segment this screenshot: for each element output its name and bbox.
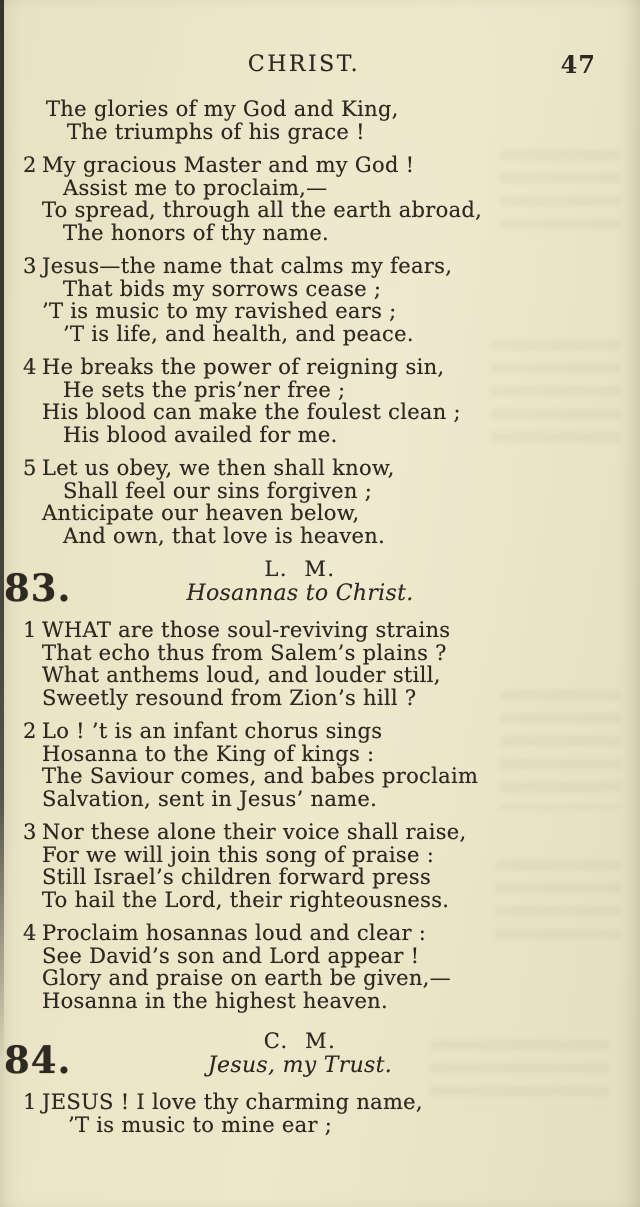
hymn-title: Hosannas to Christ.: [186, 581, 414, 606]
stanza-line: That bids my sorrows cease ;: [63, 276, 382, 301]
hymn-title: Jesus, my Trust.: [207, 1053, 393, 1078]
stanza-line: ’T is life, and health, and peace.: [63, 321, 414, 346]
stanza-number: 2: [23, 719, 37, 743]
stanza: [0, 821, 640, 911]
stanza-line: Nor these alone their voice shall raise,: [42, 820, 467, 844]
hymn-meter: L. M.: [264, 557, 336, 581]
stanza-line: Jesus—the name that calms my fears,: [42, 254, 453, 278]
stanza-line: His blood can make the foulest clean ;: [42, 400, 461, 424]
stanza-number: 2: [23, 153, 37, 177]
stanza: [0, 356, 640, 446]
stanza-line: For we will join this song of praise :: [42, 842, 435, 867]
stanza-line: To hail the Lord, their righteousness.: [42, 887, 450, 912]
hymn-number: 83.: [4, 566, 72, 610]
stanza-line: And own, that love is heaven.: [63, 523, 386, 548]
stanza-line: Hosanna in the highest heaven.: [42, 988, 388, 1013]
stanza-line: The Saviour comes, and babes proclaim: [42, 764, 479, 788]
stanza-line: He sets the pris’ner free ;: [63, 377, 346, 402]
stanza-number: 5: [23, 456, 37, 480]
stanza-line: Salvation, sent in Jesus’ name.: [42, 786, 378, 811]
stanza-number: 4: [23, 921, 37, 945]
stanza-line: He breaks the power of reigning sin,: [42, 355, 445, 379]
page-header: [0, 52, 640, 82]
stanza: [0, 98, 640, 143]
stanza-number: 3: [23, 254, 37, 278]
stanza: [0, 457, 640, 547]
stanza-line: JESUS ! I love thy charming name,: [42, 1090, 423, 1114]
stanza-line: That echo thus from Salem’s plains ?: [42, 640, 447, 665]
stanza-line: Anticipate our heaven below,: [42, 501, 360, 525]
stanza-line: Shall feel our sins forgiven ;: [63, 478, 373, 503]
hymn-header: [0, 1029, 640, 1082]
stanza: [0, 1091, 640, 1136]
stanza-line: ’T is music to my ravished ears ;: [42, 299, 397, 323]
stanza-line: WHAT are those soul-reviving strains: [42, 618, 451, 642]
stanza-line: What anthems loud, and louder still,: [42, 663, 441, 687]
hymn-header: [0, 557, 640, 610]
stanza: [0, 255, 640, 345]
stanza-line: Proclaim hosannas loud and clear :: [42, 921, 427, 945]
page-number: 47: [560, 50, 596, 79]
stanza-number: 1: [23, 1090, 37, 1114]
stanza-line: The triumphs of his grace !: [67, 119, 365, 144]
stanza: [0, 619, 640, 709]
stanza-number: 4: [23, 355, 37, 379]
stanza-line: Assist me to proclaim,—: [63, 175, 328, 200]
stanza-line: Still Israel’s children forward press: [42, 865, 432, 889]
stanza-line: Lo ! ’t is an infant chorus sings: [42, 719, 383, 743]
stanza: [0, 154, 640, 244]
running-title: CHRIST.: [247, 52, 361, 77]
stanza-line: His blood availed for me.: [63, 422, 338, 447]
hymn-number: 84.: [4, 1038, 72, 1082]
stanza-line: Glory and praise on earth be given,—: [42, 966, 451, 990]
stanza-line: Sweetly resound from Zion’s hill ?: [42, 685, 417, 710]
stanza: [0, 922, 640, 1012]
stanza-line: To spread, through all the earth abroad,: [42, 198, 483, 222]
hymn-meter: C. M.: [263, 1029, 337, 1053]
stanza-line: ’T is music to mine ear ;: [68, 1112, 333, 1137]
hymn-continuation: [0, 98, 640, 547]
stanza-line: Let us obey, we then shall know,: [42, 456, 395, 480]
stanza: [0, 720, 640, 810]
stanza-line: The glories of my God and King,: [46, 97, 399, 121]
stanza-line: The honors of thy name.: [63, 220, 330, 245]
hymn-83: [0, 558, 640, 1012]
stanza-number: 1: [23, 618, 37, 642]
stanza-number: 3: [23, 820, 37, 844]
stanza-line: Hosanna to the King of kings :: [42, 741, 375, 766]
stanza-line: My gracious Master and my God !: [42, 153, 415, 177]
stanza-line: See David’s son and Lord appear !: [42, 943, 420, 968]
